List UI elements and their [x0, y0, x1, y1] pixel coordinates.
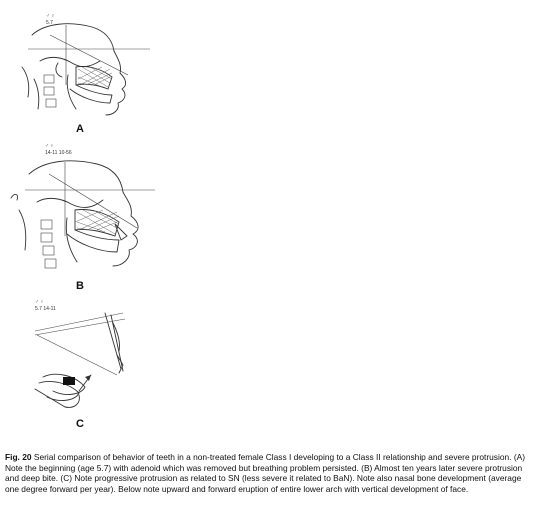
panel-b-tracing	[5, 140, 165, 275]
lower-molar-marker	[63, 377, 75, 385]
panel-c-annotation-sex: ♂ ♀	[35, 299, 44, 305]
panel-a-annotation-age: 5.7	[46, 20, 53, 26]
panel-c-tracing	[25, 295, 140, 410]
panel-a-cephalometric-drawing	[10, 5, 160, 120]
panel-b-annotation-age: 14-11 10-56	[45, 150, 72, 156]
panel-a-label: A	[76, 123, 84, 135]
figure-caption	[5, 452, 529, 494]
panel-b-annotation-sex: ♂ ♀	[45, 143, 54, 149]
panel-b-label: B	[76, 280, 84, 292]
caption-text: Serial comparison of behavior of teeth in a non-treated female Class I developing to a Class II relationship and severe protrusion. (A) Note the beginning (age 5.7) with adenoid which was removed but breathing problem persisted. (B) Almost ten years later severe protrusion and deep bite. (C) Note progressive protrusion as related to SN (less severe it related to BaN). Note also nasal bone development (average one degree forward per year). Below note upward and forward eruption of entire lower arch with vertical development of face.	[5, 452, 525, 494]
panel-a-annotation-sex: ♂ ♀	[46, 13, 55, 19]
panel-c-superimposition-drawing	[25, 295, 140, 410]
panel-a-tracing	[10, 5, 160, 120]
figure-number: Fig. 20	[5, 452, 32, 462]
panel-c-annotation-age: 5.7 14-11	[35, 306, 56, 312]
panel-c-label: C	[76, 418, 84, 430]
panel-b-cephalometric-drawing	[5, 140, 165, 275]
